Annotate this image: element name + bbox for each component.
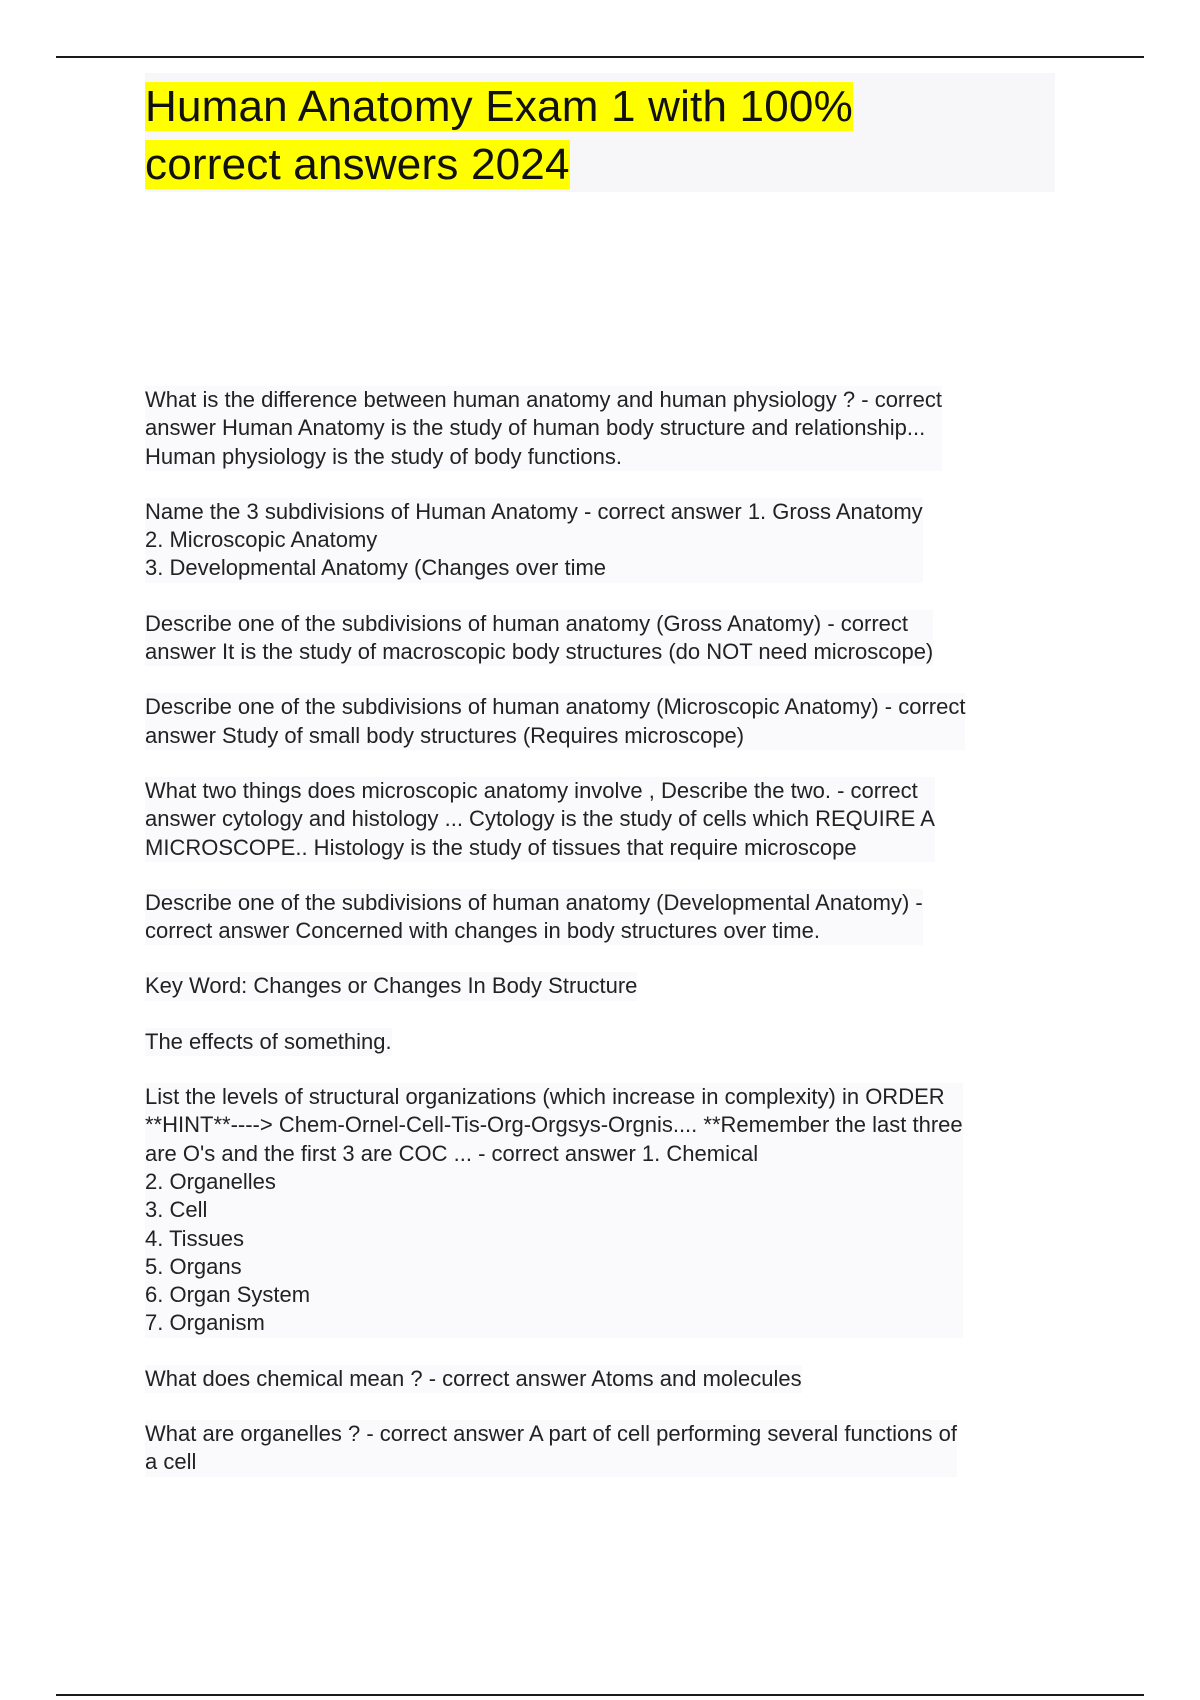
qa-entry-1: What is the difference between human anatomy and human physiology ? - correct answer Human Anatomy is the study of human body structure and relationship... Human physiology is the study of body functions. [145, 386, 942, 471]
qa-entry-2: Name the 3 subdivisions of Human Anatomy - correct answer 1. Gross Anatomy 2. Microscopic Anatomy 3. Developmental Anatomy (Changes over time [145, 498, 923, 583]
qa-entry-11: What are organelles ? - correct answer A part of cell performing several functions of a cell [145, 1420, 957, 1477]
title-line-1: Human Anatomy Exam 1 with 100% [145, 82, 853, 131]
qa-entry-4: Describe one of the subdivisions of human anatomy (Microscopic Anatomy) - correct answer Study of small body structures (Requires microscope) [145, 693, 965, 750]
qa-entry-7: Key Word: Changes or Changes In Body Structure [145, 972, 637, 1000]
bottom-rule [56, 1694, 1144, 1696]
document-body [145, 73, 1055, 1504]
qa-entry-3: Describe one of the subdivisions of human anatomy (Gross Anatomy) - correct answer It is the study of macroscopic body structures (do NOT need microscope) [145, 610, 933, 667]
qa-entry-10: What does chemical mean ? - correct answer Atoms and molecules [145, 1365, 802, 1393]
qa-entry-6: Describe one of the subdivisions of human anatomy (Developmental Anatomy) - correct answer Concerned with changes in body structures over time. [145, 889, 923, 946]
title-line-2: correct answers 2024 [145, 140, 570, 189]
qa-entry-9: List the levels of structural organizations (which increase in complexity) in ORDER **HINT**----> Chem-Ornel-Cell-Tis-Org-Orgsys-Orgnis.... **Remember the last three are O's and the first 3 are COC ... - correct answer 1. Chemical 2. Organelles 3. Cell 4. Tissues 5. Organs 6. Organ System 7. Organism [145, 1083, 963, 1338]
qa-entry-5: What two things does microscopic anatomy involve , Describe the two. - correct answer cytology and histology ... Cytology is the study of cells which REQUIRE A MICROSCOPE.. Histology is the study of tissues that require microscope [145, 777, 935, 862]
qa-entry-8: The effects of something. [145, 1028, 392, 1056]
document-title [145, 73, 1055, 192]
top-rule [56, 56, 1144, 58]
